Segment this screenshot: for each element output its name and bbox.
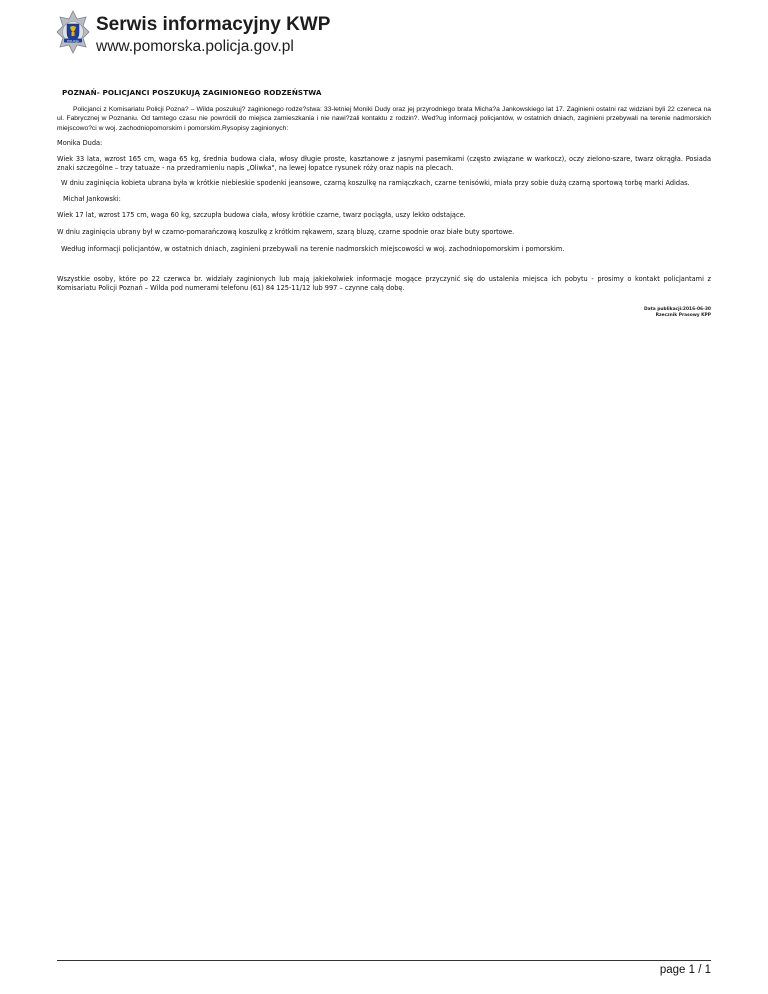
person2-description: Wiek 17 lat, wzrost 175 cm, waga 60 kg, szczupła budowa ciała, włosy krótkie czarne, twarz pociągła, uszy lekko odstające. bbox=[57, 211, 466, 219]
police-badge-logo bbox=[56, 10, 90, 54]
publication-author: Rzecznik Prasowy KPP bbox=[655, 312, 711, 318]
person2-name: Michał Jankowski: bbox=[63, 195, 121, 203]
site-title: Serwis informacyjny KWP bbox=[96, 14, 331, 35]
person1-description: Wiek 33 lata, wzrost 165 cm, waga 65 kg, średnia budowa ciała, włosy długie proste, kasztanowe z jasnymi pasemkami (często związane w warkocz), oczy zielono-szare, twarz okrągła. Posiada znaki szczególne – trzy tatuaże - na przedramieniu napis „Oliwka", na lewej łopatce rysunek róży oraz napis na plecach. bbox=[57, 155, 711, 172]
location-info: Według informacji policjantów, w ostatnich dniach, zaginieni przebywali na terenie nadmorskich miejscowości w woj. zachodniopomorskim i pomorskim. bbox=[61, 245, 565, 253]
person1-name: Monika Duda: bbox=[57, 139, 103, 147]
person1-clothes: W dniu zaginięcia kobieta ubrana była w krótkie niebieskie spodenki jeansowe, czarną koszulkę na ramiączkach, czarne tenisówki, miała przy sobie dużą czarną sportową torbę marki Adidas. bbox=[61, 179, 690, 187]
site-url: www.pomorska.policja.gov.pl bbox=[96, 38, 294, 55]
page-number: page 1 / 1 bbox=[659, 964, 711, 976]
person2-clothes: W dniu zaginięcia ubrany był w czarno-pomarańczową koszulkę z krótkim rękawem, szarą bluzę, czarne spodnie oraz białe buty sportowe. bbox=[57, 228, 515, 236]
article-intro: Policjanci z Komisariatu Policji Pozna? – Wilda poszukuj? zaginionego rodze?stwa: 33-letniej Moniki Dudy oraz jej przyrodniego brata Micha?a Jankowskiego lat 17. Zaginieni ostatni raz widziani byli 22 czerwca na ul. Fabrycznej w Poznaniu. Od tamtego czasu nie powrócili do miejsca zamieszkania i nie nawi?zali kontaktu z rodzin?. Wed?ug informacji policjantów, w ostatnich dniach, zaginieni przebywali na terenie nadmorskich miejscowo?ci w woj. zachodniopomorskim i pomorskim.Rysopisy zaginionych: bbox=[57, 106, 711, 132]
page-header bbox=[56, 10, 716, 64]
footer-divider bbox=[57, 960, 711, 961]
article-title: POZNAŃ- POLICJANCI POSZUKUJĄ ZAGINIONEGO RODZEŃSTWA bbox=[62, 88, 322, 97]
badge-text: POLICJA bbox=[67, 38, 79, 43]
appeal-paragraph: Wszystkie osoby, które po 22 czerwca br. widziały zaginionych lub mają jakiekolwiek informacje mogące przyczynić się do ustalenia miejsca ich pobytu - prosimy o kontakt policjantami z Komisariatu Policji Poznań – Wilda pod numerami telefonu (61) 84 125-11/12 lub 997 – czynne całą dobę. bbox=[57, 275, 711, 292]
publication-date: Data publikacji:2016-06-30 bbox=[644, 307, 711, 312]
publication-meta bbox=[644, 307, 711, 318]
